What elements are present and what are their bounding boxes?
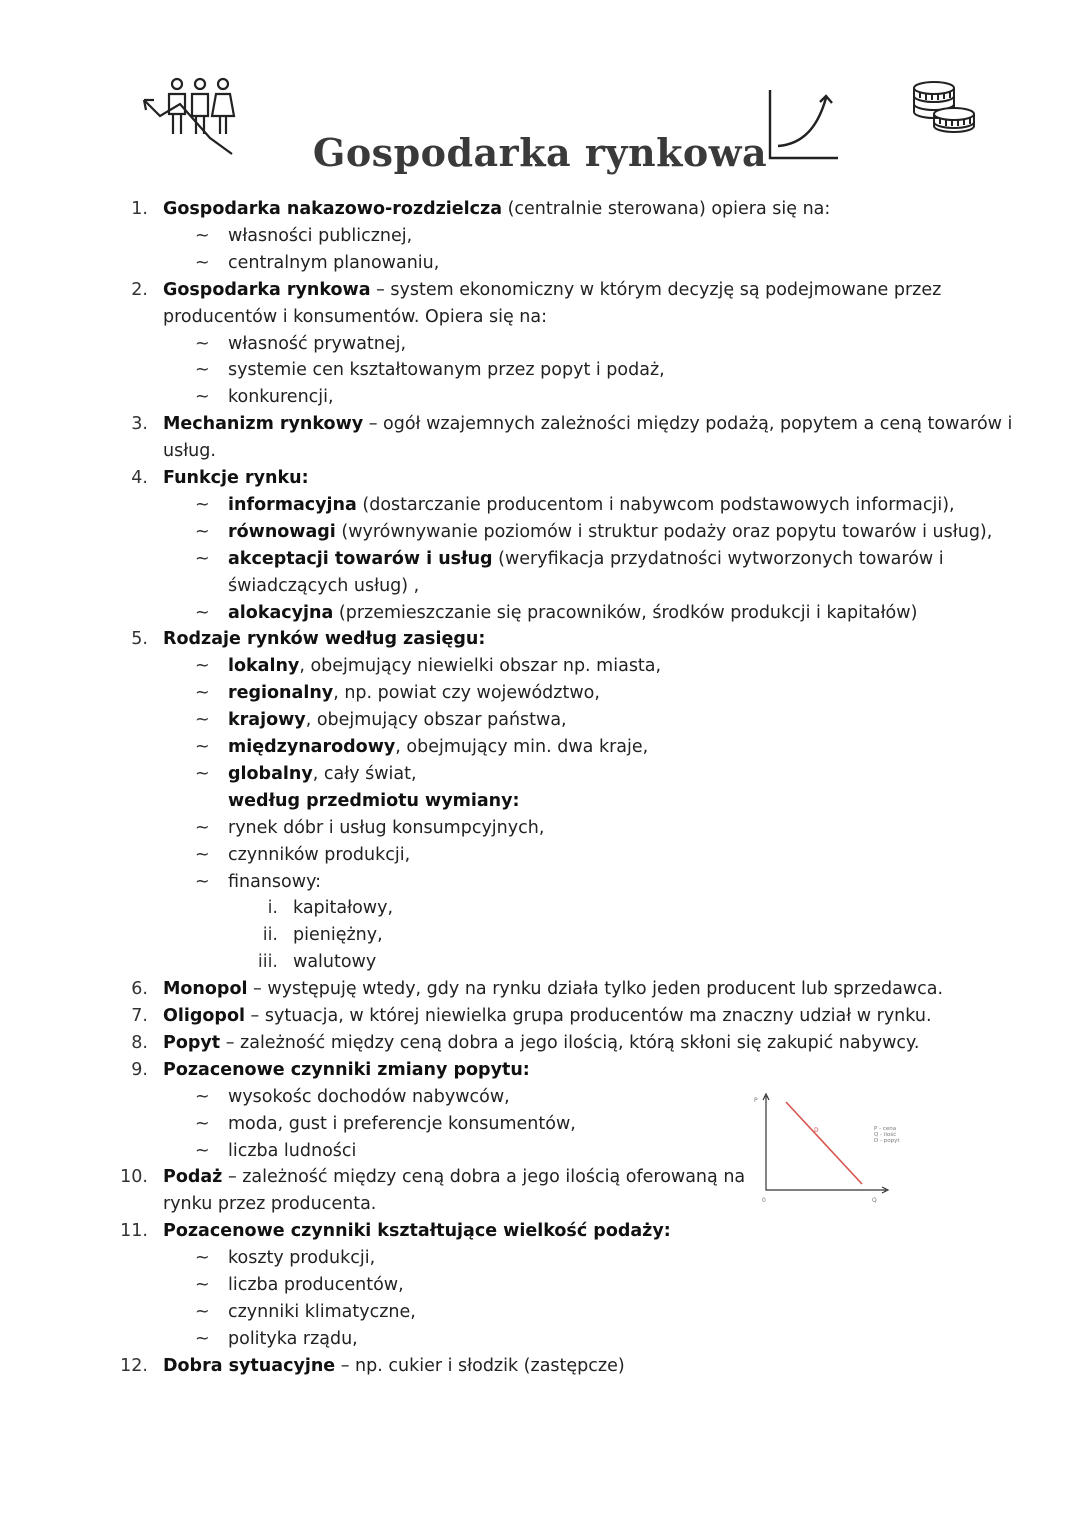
bullet-dash: ~ — [195, 1248, 210, 1269]
bullet-item — [228, 519, 992, 545]
item-line — [163, 277, 941, 303]
subheading-text: według przedmiotu wymiany: — [228, 790, 520, 811]
item-term: Pozacenowe czynniki kształtujące wielkość podaży: — [163, 1221, 671, 1242]
item-line — [163, 1030, 919, 1056]
item-term: Funkcje rynku: — [163, 468, 309, 488]
bullet-item: rynek dóbr i usług konsumpcyjnych, — [228, 817, 545, 838]
bullet-term: akceptacji towarów i usług — [228, 548, 493, 569]
item-text: – zależność między ceną dobra a jego ilością oferowaną na — [222, 1167, 746, 1188]
bullet-dash: ~ — [195, 871, 210, 892]
item-line — [163, 411, 1012, 437]
bullet-dash: ~ — [195, 737, 210, 757]
bullet-text: , np. powiat czy województwo, — [333, 683, 600, 704]
bullet-term: lokalny — [228, 656, 300, 677]
graph-x-label: Q — [872, 1197, 877, 1204]
item-term: Oligopol — [163, 1006, 245, 1026]
item-number: 8. — [131, 1032, 148, 1053]
item-line — [163, 976, 943, 1002]
bullet-item — [228, 734, 648, 760]
bullet-item: centralnym planowaniu, — [228, 252, 440, 273]
bullet-dash: ~ — [195, 1275, 210, 1295]
bullet-dash: ~ — [195, 333, 210, 354]
bullet-dash: ~ — [195, 844, 210, 865]
bullet-dash: ~ — [195, 656, 210, 677]
graph-origin-label: 0 — [762, 1197, 766, 1204]
item-number: 10. — [120, 1167, 148, 1188]
item-term: Rodzaje rynków według zasięgu: — [163, 629, 486, 650]
coins-icon — [908, 80, 980, 136]
bullet-text: (dostarczanie producentom i nabywcom podstawowych informacji), — [356, 494, 955, 515]
item-term: Monopol — [163, 979, 248, 1000]
item-term: Popyt — [163, 1032, 221, 1053]
item-text: – system ekonomiczny w którym decyzję są podejmowane przez — [370, 279, 942, 300]
bullet-dash: ~ — [195, 225, 210, 246]
bullet-dash: ~ — [195, 494, 210, 515]
item-term: Mechanizm rynkowy — [163, 414, 364, 435]
bullet-item: liczba producentów, — [228, 1275, 404, 1295]
item-number: 5. — [131, 629, 148, 650]
item-continuation: producentów i konsumentów. Opiera się na: — [163, 306, 548, 327]
bullet-dash: ~ — [195, 763, 210, 784]
bullet-item — [228, 707, 567, 733]
bullet-text: , obejmujący obszar państwa, — [305, 710, 567, 731]
graph-legend-1: Q - ilość — [874, 1132, 897, 1138]
bullet-item: koszty produkcji, — [228, 1248, 376, 1269]
bullet-term: międzynarodowy — [228, 737, 396, 757]
bullet-item: finansowy: — [228, 871, 322, 892]
roman-item: walutowy — [293, 952, 377, 973]
bullet-term: równowagi — [228, 521, 336, 542]
bullet-dash: ~ — [195, 1301, 210, 1322]
roman-number: i. — [267, 898, 278, 919]
item-text: (centralnie sterowana) opiera się na: — [502, 199, 831, 219]
item-line — [163, 626, 485, 652]
bullet-item — [228, 600, 917, 626]
bullet-term: informacyjna — [228, 494, 357, 515]
graph-legend-2: D - popyt — [874, 1138, 900, 1144]
item-line — [163, 465, 309, 491]
bullet-dash: ~ — [195, 1328, 210, 1349]
bullet-dash: ~ — [195, 1113, 210, 1134]
bullet-item — [228, 546, 944, 572]
graph-curve-label: D — [814, 1127, 819, 1134]
item-number: 3. — [131, 414, 148, 435]
bullet-text: , obejmujący min. dwa kraje, — [395, 737, 649, 757]
item-number: 4. — [131, 468, 148, 488]
bullet-dash: ~ — [195, 548, 210, 569]
bullet-item: moda, gust i preferencje konsumentów, — [228, 1113, 576, 1134]
item-line — [163, 1057, 530, 1083]
bullet-text: , obejmujący niewielki obszar np. miasta, — [299, 656, 662, 677]
roman-item: kapitałowy, — [293, 898, 394, 919]
graph-y-label: P — [754, 1097, 758, 1104]
item-number: 11. — [120, 1221, 148, 1242]
bullet-item — [228, 492, 955, 518]
bullet-item — [228, 761, 417, 787]
roman-number: ii. — [262, 925, 278, 946]
bullet-item: liczba ludności — [228, 1140, 357, 1161]
item-number: 6. — [131, 979, 148, 1000]
bullet-dash: ~ — [195, 387, 210, 408]
bullet-item: wysokośc dochodów nabywców, — [228, 1086, 510, 1107]
bullet-item: konkurencji, — [228, 387, 334, 408]
demand-graph — [752, 1090, 912, 1206]
item-continuation: rynku przez producenta. — [163, 1194, 377, 1215]
item-text: – występuję wtedy, gdy na rynku działa tylko jeden producent lub sprzedawca. — [247, 979, 944, 1000]
item-number: 1. — [131, 199, 148, 219]
bullet-continuation: świadczących usług) , — [228, 575, 420, 596]
bullet-dash: ~ — [195, 1086, 210, 1107]
item-text: – np. cukier i słodzik (zastępcze) — [335, 1355, 625, 1376]
bullet-item: własności publicznej, — [228, 225, 413, 246]
item-term: Pozacenowe czynniki zmiany popytu: — [163, 1059, 530, 1080]
item-line — [163, 196, 830, 222]
bullet-dash: ~ — [195, 521, 210, 542]
demand-curve — [786, 1102, 862, 1184]
item-term: Gospodarka rynkowa — [163, 279, 371, 300]
bullet-dash: ~ — [195, 817, 210, 838]
item-number: 2. — [131, 279, 148, 300]
item-number: 12. — [120, 1355, 148, 1376]
bullet-dash: ~ — [195, 602, 210, 623]
item-number: 7. — [131, 1006, 148, 1026]
bullet-item — [228, 680, 600, 706]
item-line — [163, 1003, 932, 1029]
bullet-item: czynników produkcji, — [228, 844, 411, 865]
subheading — [228, 788, 520, 814]
bullet-dash: ~ — [195, 710, 210, 731]
roman-item: pieniężny, — [293, 925, 383, 946]
bullet-dash: ~ — [195, 683, 210, 704]
bullet-term: regionalny — [228, 683, 334, 704]
bullet-dash: ~ — [195, 1140, 210, 1161]
bullet-text: , cały świat, — [312, 763, 417, 784]
item-line — [163, 1353, 625, 1379]
bullet-dash: ~ — [195, 252, 210, 273]
bullet-item: własność prywatnej, — [228, 333, 407, 354]
bullet-term: globalny — [228, 763, 313, 784]
item-number: 9. — [131, 1059, 148, 1080]
bullet-term: alokacyjna — [228, 602, 334, 623]
item-line — [163, 1164, 745, 1190]
page-title: Gospodarka rynkowa — [312, 130, 768, 175]
bullet-dash: ~ — [195, 360, 210, 381]
bullet-term: krajowy — [228, 710, 306, 731]
bullet-text: (weryfikacja przydatności wytworzonych towarów i — [492, 548, 944, 569]
item-line — [163, 1218, 671, 1244]
item-continuation: usług. — [163, 441, 216, 462]
roman-number: iii. — [257, 952, 278, 973]
item-text: – sytuacja, w której niewielka grupa producentów ma znaczny udział w rynku. — [244, 1006, 932, 1026]
item-term: Gospodarka nakazowo-rozdzielcza — [163, 199, 503, 219]
bullet-item: czynniki klimatyczne, — [228, 1301, 416, 1322]
item-term: Dobra sytuacyjne — [163, 1355, 336, 1376]
bullet-item: systemie cen kształtowanym przez popyt i podaż, — [228, 360, 665, 381]
item-text: – ogół wzajemnych zależności między podażą, popytem a ceną towarów i — [363, 414, 1013, 435]
bullet-text: (przemieszczanie się pracowników, środków produkcji i kapitałów) — [333, 602, 918, 623]
bullet-item: polityka rządu, — [228, 1328, 358, 1349]
item-term: Podaż — [163, 1167, 223, 1188]
item-text: – zależność między ceną dobra a jego ilością, którą skłoni się zakupić nabywcy. — [220, 1032, 920, 1053]
graph-legend-0: P - cena — [874, 1126, 897, 1132]
bullet-item — [228, 653, 661, 679]
bullet-text: (wyrównywanie poziomów i struktur podaży oraz popytu towarów i usług), — [335, 521, 993, 542]
